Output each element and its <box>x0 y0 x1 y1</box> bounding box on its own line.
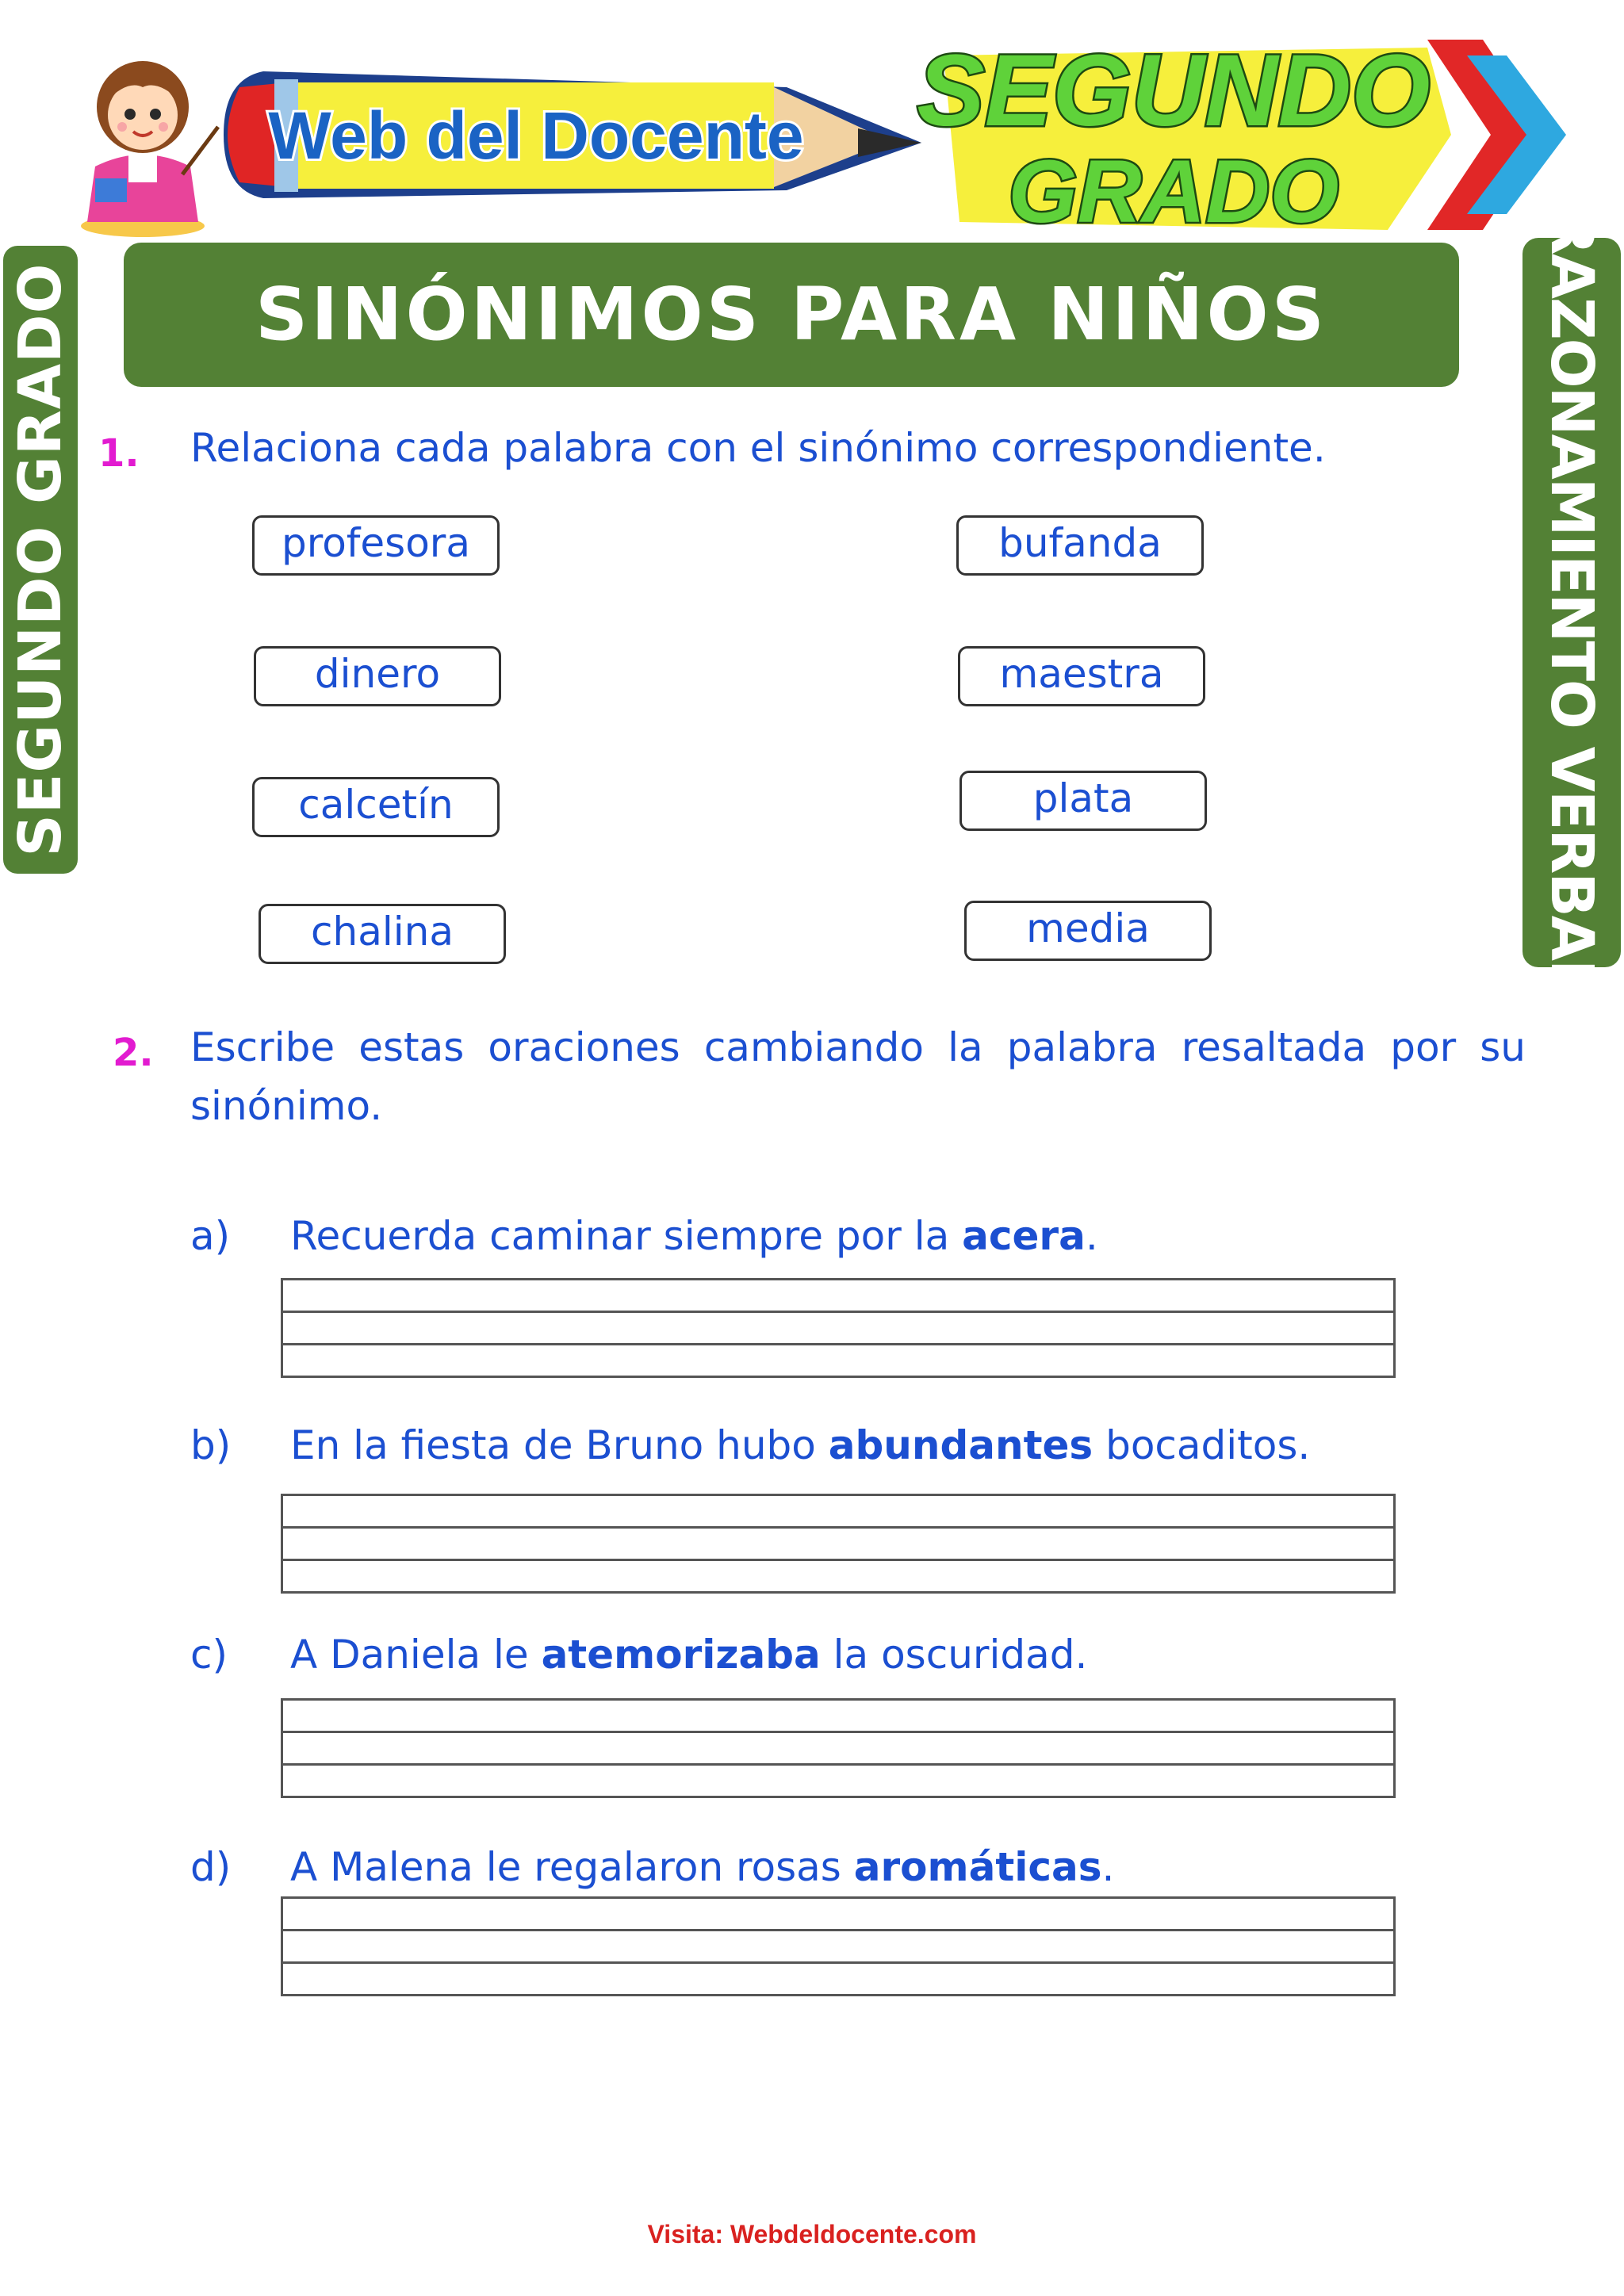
side-banner-left-label <box>3 246 78 874</box>
sentence-text: . <box>1085 1213 1098 1259</box>
grade-line1: SEGUNDO <box>917 34 1431 147</box>
sentence-text: . <box>1101 1844 1115 1890</box>
sentence-text: En la fiesta de Bruno hubo <box>290 1422 829 1468</box>
sentence-text: A Malena le regalaron rosas <box>290 1844 854 1890</box>
answer-lines[interactable] <box>281 1278 1396 1378</box>
word-box-right: plata <box>959 771 1207 831</box>
logo-text: Web del Docente <box>268 98 804 173</box>
sentence-text: la oscuridad. <box>820 1632 1088 1678</box>
q1-instruction: Relaciona cada palabra con el sinónimo correspondiente. <box>190 425 1326 471</box>
answer-lines[interactable] <box>281 1494 1396 1594</box>
word-box-right: media <box>964 901 1212 961</box>
word-box-right: maestra <box>958 646 1205 706</box>
q1-number: 1. <box>98 431 140 476</box>
word-box-right: bufanda <box>956 515 1204 576</box>
highlighted-word: aromáticas <box>853 1844 1102 1890</box>
word-box-left: chalina <box>259 904 506 964</box>
sentence-text: A Daniela le <box>290 1632 542 1678</box>
sentence-a <box>290 1213 1098 1259</box>
grade-badge <box>912 24 1467 241</box>
q2-instruction-line1: Escribe estas oraciones cambiando la palabra resaltada por su <box>190 1024 1526 1070</box>
sentence-text: Recuerda caminar siempre por la <box>290 1213 963 1259</box>
q2-number: 2. <box>113 1031 154 1075</box>
item-letter: d) <box>190 1844 232 1890</box>
footer-link[interactable]: Visita: Webdeldocente.com <box>647 2220 977 2248</box>
highlighted-word: abundantes <box>828 1422 1094 1468</box>
side-right-text: RAZONAMIENTO VERBAL <box>1538 209 1606 996</box>
highlighted-word: atemorizaba <box>541 1632 821 1678</box>
word-box-left: profesora <box>252 515 500 576</box>
page-title: SINÓNIMOS PARA NIÑOS <box>255 272 1327 357</box>
sentence-b <box>290 1422 1310 1468</box>
side-left-text: SEGUNDO GRADO <box>6 262 75 857</box>
sentence-text: bocaditos. <box>1093 1422 1311 1468</box>
item-letter: a) <box>190 1213 231 1259</box>
sentence-d <box>290 1844 1114 1890</box>
side-banner-right-label <box>1522 209 1621 996</box>
highlighted-word: acera <box>962 1213 1086 1259</box>
logo-text-svg <box>268 82 804 186</box>
item-letter: b) <box>190 1422 232 1468</box>
item-letter: c) <box>190 1632 228 1678</box>
sentence-c <box>290 1632 1087 1678</box>
q2-instruction-line2: sinónimo. <box>190 1083 383 1129</box>
page-header <box>0 0 1624 241</box>
answer-lines[interactable] <box>281 1896 1396 1996</box>
grade-line2: GRADO <box>1008 142 1339 241</box>
teacher-mascot-icon <box>63 32 222 238</box>
answer-lines[interactable] <box>281 1698 1396 1798</box>
word-box-left: dinero <box>254 646 501 706</box>
word-box-left: calcetín <box>252 777 500 837</box>
